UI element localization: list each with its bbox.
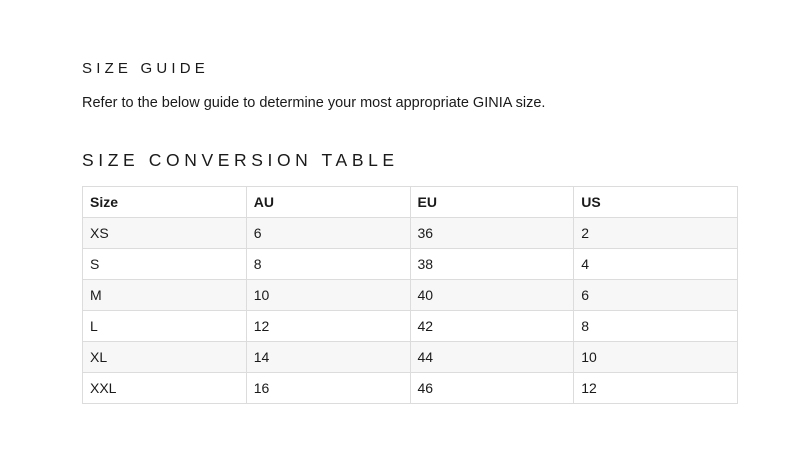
cell-us: 4 — [574, 249, 738, 280]
cell-us: 10 — [574, 342, 738, 373]
table-row — [83, 311, 738, 342]
table-row — [83, 342, 738, 373]
column-header-us: US — [574, 187, 738, 218]
cell-au: 6 — [246, 218, 410, 249]
cell-size: XS — [83, 218, 247, 249]
column-header-au: AU — [246, 187, 410, 218]
table-row — [83, 280, 738, 311]
column-header-size: Size — [83, 187, 247, 218]
cell-eu: 38 — [410, 249, 574, 280]
cell-us: 8 — [574, 311, 738, 342]
cell-eu: 40 — [410, 280, 574, 311]
cell-us: 2 — [574, 218, 738, 249]
cell-size: L — [83, 311, 247, 342]
table-header-row — [83, 187, 738, 218]
cell-size: M — [83, 280, 247, 311]
cell-au: 16 — [246, 373, 410, 404]
cell-eu: 44 — [410, 342, 574, 373]
cell-eu: 42 — [410, 311, 574, 342]
size-conversion-title: SIZE CONVERSION TABLE — [82, 150, 399, 170]
table-row — [83, 218, 738, 249]
table-row — [83, 373, 738, 404]
size-guide-title: SIZE GUIDE — [82, 60, 210, 77]
cell-eu: 46 — [410, 373, 574, 404]
cell-us: 12 — [574, 373, 738, 404]
cell-size: S — [83, 249, 247, 280]
cell-eu: 36 — [410, 218, 574, 249]
size-guide-intro: Refer to the below guide to determine your most appropriate GINIA size. — [82, 95, 546, 111]
cell-au: 8 — [246, 249, 410, 280]
cell-size: XXL — [83, 373, 247, 404]
column-header-eu: EU — [410, 187, 574, 218]
cell-au: 14 — [246, 342, 410, 373]
table-row — [83, 249, 738, 280]
cell-au: 10 — [246, 280, 410, 311]
size-conversion-table — [82, 186, 738, 404]
cell-us: 6 — [574, 280, 738, 311]
cell-size: XL — [83, 342, 247, 373]
cell-au: 12 — [246, 311, 410, 342]
